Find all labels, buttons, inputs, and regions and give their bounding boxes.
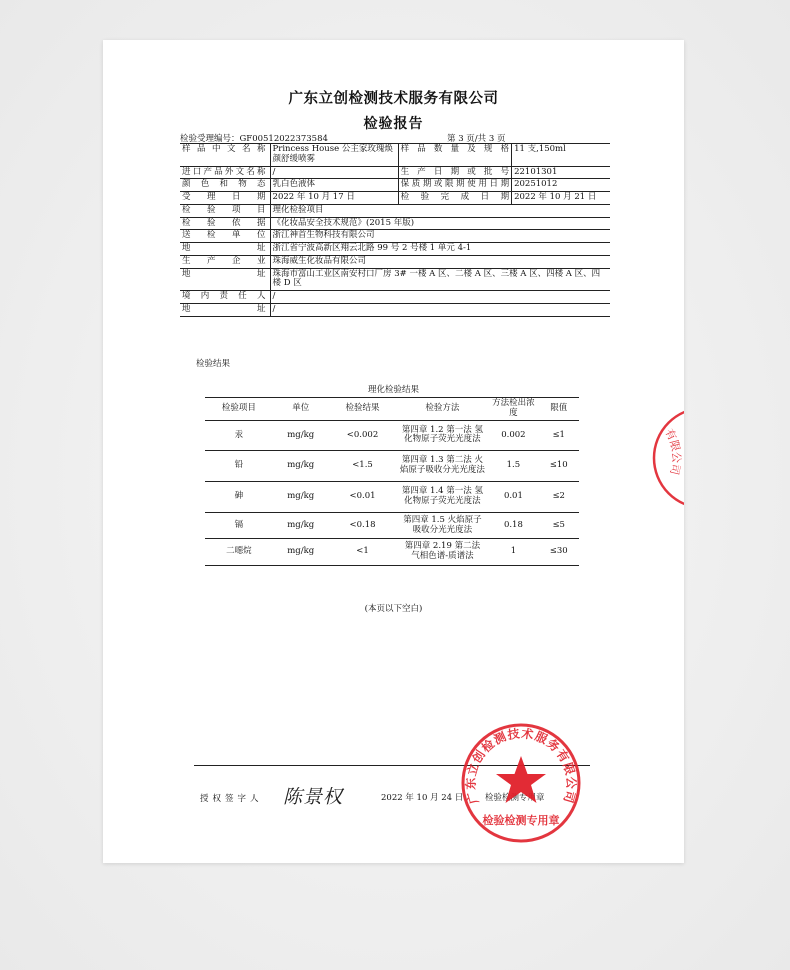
column-header: 检验方法 — [425, 402, 460, 413]
info-value: 2022 年 10 月 21 日 — [512, 192, 610, 205]
info-label: 保质期或限期使用日期 — [398, 179, 511, 192]
column-header: 检验结果 — [345, 402, 380, 413]
info-label: 受理日期 — [182, 192, 266, 203]
table-cell: mg/kg — [287, 519, 315, 530]
table-cell: ≤2 — [552, 491, 565, 502]
blank-below-note: (本页以下空白) — [364, 604, 423, 614]
seal-caption: 检验检测专用章 — [485, 793, 545, 803]
info-row — [180, 217, 610, 230]
info-value: 浙江神首生物科技有限公司 — [270, 230, 610, 243]
info-value: 乳白色液体 — [270, 179, 398, 192]
info-label: 检验项目 — [182, 204, 266, 215]
table-cell: 二噁烷 — [226, 546, 252, 557]
info-value: 浙江省宁波高新区翔云北路 99 号 2 号楼 1 单元 4-1 — [270, 243, 610, 256]
table-cell: mg/kg — [287, 491, 315, 502]
info-value: 22101301 — [512, 166, 610, 179]
official-seal-stamp — [458, 720, 584, 846]
table-cell: 汞 — [234, 429, 244, 440]
edge-seal-stamp — [646, 408, 684, 508]
svg-text:有限公司: 有限公司 — [662, 426, 683, 476]
table-cell: 0.002 — [501, 429, 526, 440]
info-value: 《化妆品安全技术规范》(2015 年版) — [270, 217, 610, 230]
table-cell: <0.18 — [349, 519, 376, 530]
table-cell: 0.18 — [503, 519, 523, 530]
table-cell: 铅 — [234, 460, 244, 471]
info-label: 生产企业 — [182, 255, 266, 266]
results-caption: 理化检验结果 — [367, 385, 419, 395]
table-cell: 第四章 2.19 第二法 气相色谱-质谱法 — [404, 541, 481, 562]
info-value: 11 支,150ml — [512, 144, 610, 167]
signature-label: 授权签字人 — [200, 794, 263, 804]
info-row — [180, 291, 610, 304]
info-label: 样品数量及规格 — [398, 144, 511, 167]
results-header-row — [205, 398, 579, 421]
info-label: 进口产品外文名称 — [182, 166, 266, 177]
table-cell: 砷 — [234, 491, 244, 502]
company-name: 广东立创检测技术服务有限公司 — [288, 90, 499, 107]
table-cell: ≤30 — [549, 546, 568, 557]
table-cell: 镉 — [234, 519, 244, 530]
info-label: 地址 — [182, 243, 266, 254]
info-row — [180, 144, 610, 167]
results-section-label: 检验结果 — [196, 359, 231, 369]
signature-date: 2022 年 10 月 24 日 — [381, 793, 464, 803]
table-cell: <1 — [356, 546, 369, 557]
table-row — [205, 482, 579, 513]
table-cell: 第四章 1.5 火焰原子吸收分光光度法 — [403, 514, 482, 535]
info-label: 检验完成日期 — [398, 192, 511, 205]
column-header: 单位 — [292, 402, 310, 413]
results-table — [205, 397, 579, 566]
info-value: Princess House 公主家玫瑰焕颜舒缓喷雾 — [270, 144, 398, 167]
info-value: / — [270, 303, 610, 316]
info-label: 检验依据 — [182, 217, 266, 228]
report-page — [103, 40, 684, 863]
table-cell: 1.5 — [506, 460, 521, 471]
table-cell: ≤1 — [552, 429, 565, 440]
star-icon — [496, 756, 546, 803]
info-value: 珠海市富山工业区南安村口厂房 3# 一楼 A 区、二楼 A 区、三楼 A 区、四楼 A 区、四楼 D 区 — [270, 268, 610, 291]
table-cell: <1.5 — [352, 460, 373, 471]
info-label: 地址 — [182, 303, 266, 314]
table-row — [205, 512, 579, 539]
info-row — [180, 268, 610, 291]
table-cell: <0.002 — [346, 429, 379, 440]
svg-text:广东立创检测技术服务有限公司: 广东立创检测技术服务有限公司 — [463, 726, 579, 806]
table-row — [205, 451, 579, 482]
handwritten-signature: 陈景权 — [283, 786, 344, 808]
sample-info-table — [180, 143, 610, 317]
table-cell: ≤10 — [549, 460, 568, 471]
info-label: 颜色和物态 — [182, 179, 266, 190]
info-label: 样品中文名称 — [182, 144, 266, 154]
info-row — [180, 179, 610, 192]
table-cell: <0.01 — [349, 491, 376, 502]
info-value: 理化检验项目 — [270, 204, 610, 217]
table-cell: mg/kg — [287, 546, 315, 557]
table-cell: 第四章 1.4 第一法 氢化物原子荧光光度法 — [401, 486, 483, 506]
report-title: 检验报告 — [363, 116, 424, 132]
info-row — [180, 303, 610, 316]
table-cell: ≤5 — [552, 519, 565, 530]
info-row — [180, 243, 610, 256]
info-row — [180, 166, 610, 179]
info-row — [180, 255, 610, 268]
table-cell: 第四章 1.2 第一法 氢化物原子荧光光度法 — [401, 424, 483, 445]
info-value: 2022 年 10 月 17 日 — [270, 192, 398, 205]
info-label: 生产日期或批号 — [398, 166, 511, 179]
table-cell: 第四章 1.3 第二法 火焰原子吸收分光光度法 — [399, 455, 485, 476]
column-header: 检验项目 — [221, 402, 256, 413]
table-cell: 0.01 — [503, 491, 523, 502]
info-value: / — [270, 291, 610, 304]
info-row — [180, 230, 610, 243]
info-label: 境内责任人 — [182, 291, 266, 302]
table-row — [205, 539, 579, 566]
svg-text:检验检测专用章: 检验检测专用章 — [482, 814, 560, 827]
info-label: 送检单位 — [182, 230, 266, 241]
column-header: 限值 — [550, 402, 568, 413]
table-cell: mg/kg — [287, 460, 315, 471]
column-header: 方法检出浓度 — [492, 398, 535, 418]
info-value: 20251012 — [512, 179, 610, 192]
table-cell: mg/kg — [287, 429, 315, 440]
page-number: 第 3 页/共 3 页 — [447, 134, 506, 144]
info-row — [180, 204, 610, 217]
info-row — [180, 192, 610, 205]
info-value: / — [270, 166, 398, 179]
info-value: 珠海威生化妆品有限公司 — [270, 255, 610, 268]
acceptance-number: 检验受理编号：GF00512022373584 — [180, 134, 328, 144]
table-cell: 1 — [510, 546, 517, 557]
table-row — [205, 420, 579, 451]
info-label: 地址 — [182, 268, 266, 279]
